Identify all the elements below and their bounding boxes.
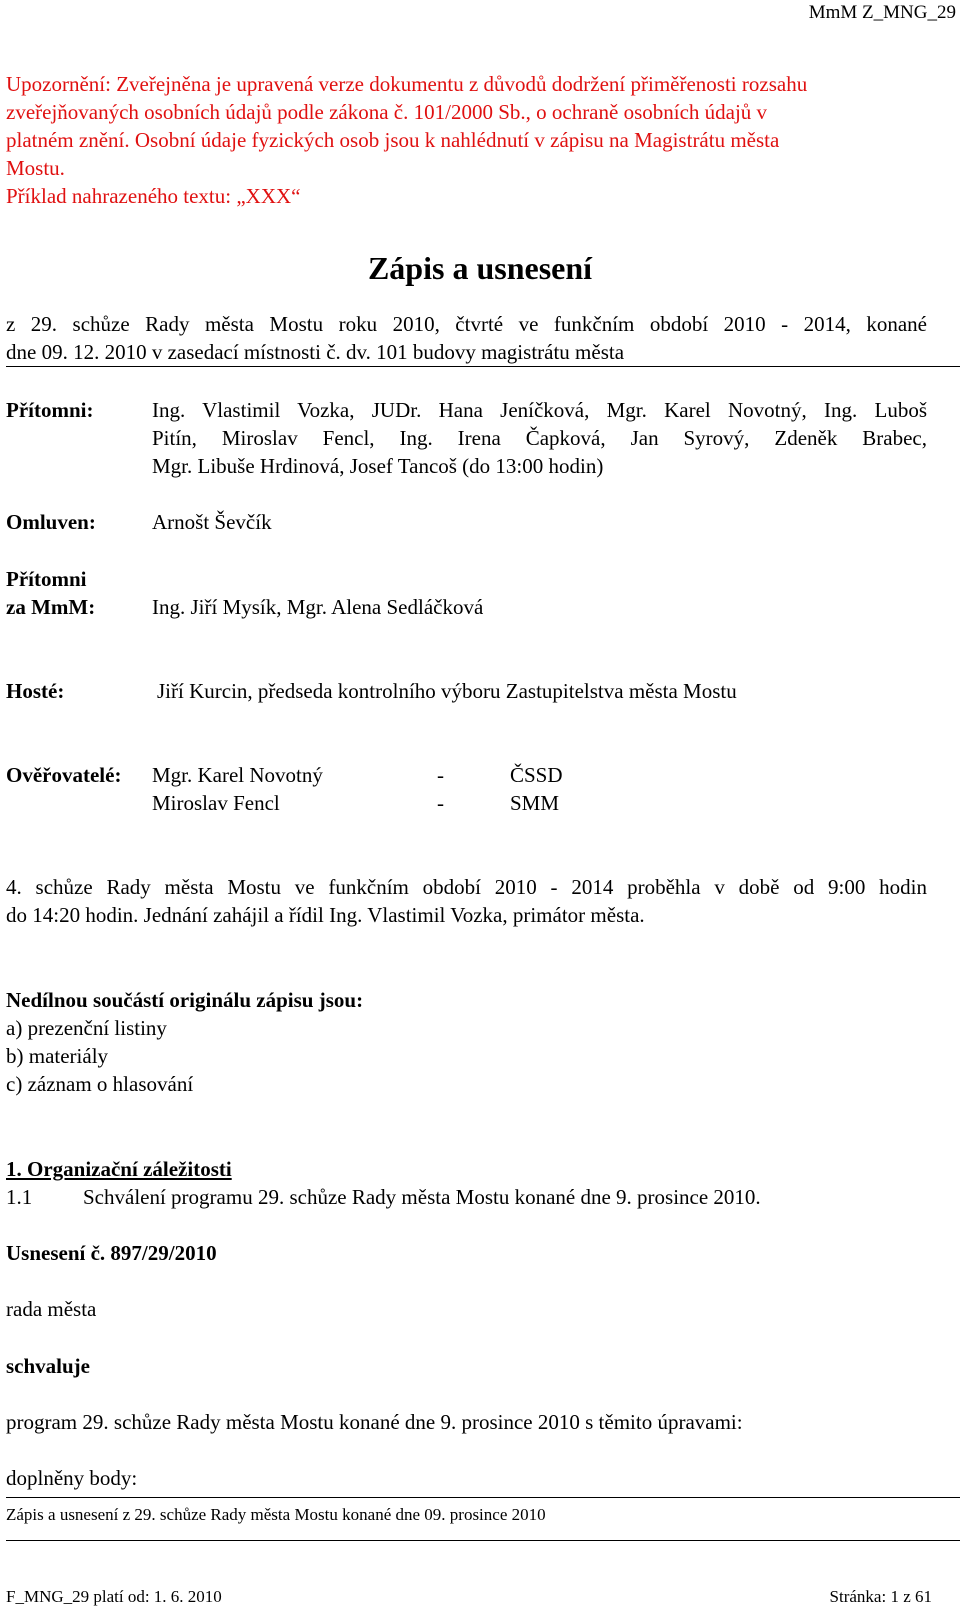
resolution-number: Usnesení č. 897/29/2010 <box>6 1241 217 1265</box>
section-heading: 1. Organizační záležitosti <box>6 1157 232 1181</box>
excused-label: Omluven: <box>6 510 96 534</box>
document-reference: MmM Z_MNG_29 <box>808 2 956 23</box>
resolution-verb: schvaluje <box>6 1354 90 1378</box>
footer-title: Zápis a usnesení z 29. schůze Rady města Mostu konané dne 09. prosince 2010 <box>6 1505 546 1524</box>
meeting-info-line: 4. schůze Rady města Mostu ve funkčním období 2010 - 2014 proběhla v době od 9:00 hodin <box>6 875 927 899</box>
notice-line: Mostu. <box>6 156 65 180</box>
attachment-item: c) záznam o hlasování <box>6 1072 194 1096</box>
page-number: Stránka: 1 z 61 <box>829 1587 932 1606</box>
footer-divider <box>6 1540 960 1541</box>
mmm-label: za MmM: <box>6 595 96 619</box>
meeting-info-line: do 14:20 hodin. Jednání zahájil a řídil Ing. Vlastimil Vozka, primátor města. <box>6 903 645 927</box>
notice-line: platném znění. Osobní údaje fyzických osob jsou k nahlédnutí v zápisu na Magistrátu města <box>6 128 780 152</box>
present-line: Ing. Vlastimil Vozka, JUDr. Hana Jeníčková, Mgr. Karel Novotný, Ing. Luboš <box>152 398 927 422</box>
attachment-item: a) prezenční listiny <box>6 1016 167 1040</box>
subtitle-line: z 29. schůze Rady města Mostu roku 2010, čtvrté ve funkčním období 2010 - 2014, konané <box>6 312 927 336</box>
verifier-name: Miroslav Fencl <box>152 791 280 815</box>
present-line: Pitín, Miroslav Fencl, Ing. Irena Čapková, Jan Syrový, Zdeněk Brabec, <box>152 426 927 450</box>
resolution-program: program 29. schůze Rady města Mostu konané dne 9. prosince 2010 s těmito úpravami: <box>6 1410 743 1434</box>
notice-line: Upozornění: Zveřejněna je upravená verze dokumentu z důvodů dodržení přiměřenosti rozsahu <box>6 72 808 96</box>
verifier-dash: - <box>437 763 444 787</box>
subtitle-line: dne 09. 12. 2010 v zasedací místnosti č. dv. 101 budovy magistrátu města <box>6 340 625 364</box>
footer-divider <box>6 1497 960 1498</box>
document-title: Zápis a usnesení <box>367 250 593 286</box>
notice-example: Příklad nahrazeného textu: „XXX“ <box>6 184 301 208</box>
guests-value: Jiří Kurcin, předseda kontrolního výboru Zastupitelstva města Mostu <box>157 679 737 703</box>
verifier-party: ČSSD <box>510 763 563 787</box>
resolution-body: rada města <box>6 1297 97 1321</box>
verifier-name: Mgr. Karel Novotný <box>152 763 323 787</box>
mmm-value: Ing. Jiří Mysík, Mgr. Alena Sedláčková <box>152 595 484 619</box>
divider <box>6 366 960 367</box>
guests-label: Hosté: <box>6 679 65 703</box>
item-title: Schválení programu 29. schůze Rady města Mostu konané dne 9. prosince 2010. <box>83 1185 761 1209</box>
resolution-added: doplněny body: <box>6 1466 138 1490</box>
item-number: 1.1 <box>6 1185 33 1209</box>
present-label: Přítomni: <box>6 398 94 422</box>
mmm-label: Přítomni <box>6 567 87 591</box>
verifier-dash: - <box>437 791 444 815</box>
present-line: Mgr. Libuše Hrdinová, Josef Tancoš (do 13:00 hodin) <box>152 454 604 478</box>
footer-form-id: F_MNG_29 platí od: 1. 6. 2010 <box>6 1587 222 1606</box>
verifiers-label: Ověřovatelé: <box>6 763 122 787</box>
attachments-heading: Nedílnou součástí originálu zápisu jsou: <box>6 988 364 1012</box>
notice-line: zveřejňovaných osobních údajů podle zákona č. 101/2000 Sb., o ochraně osobních údajů v <box>6 100 768 124</box>
verifier-party: SMM <box>510 791 560 815</box>
attachment-item: b) materiály <box>6 1044 109 1068</box>
excused-value: Arnošt Ševčík <box>152 510 272 534</box>
